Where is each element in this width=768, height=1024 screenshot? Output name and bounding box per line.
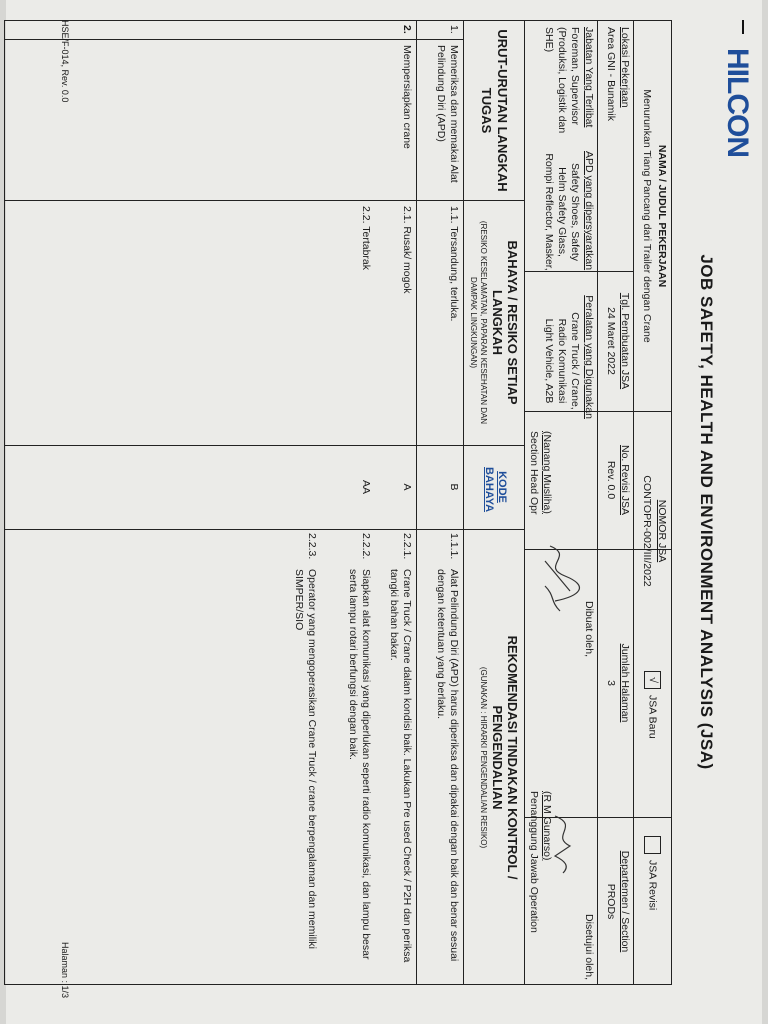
hazard-text: 2.2. Tertabrak xyxy=(360,206,372,271)
col-bahaya-header xyxy=(464,200,524,445)
control-number: 2.2.2. xyxy=(360,533,372,560)
apd-label: APD yang dipersyaratkan xyxy=(583,151,595,271)
peralatan-value: Crane Truck / Crane, Radio Komunikasi Light Vehicle, A2B xyxy=(543,312,581,410)
bahaya-subtitle: (RESIKO KESELAMATAN, PAPARAN KESEHATAN DAN DAMPAK LINGKUNGAN) xyxy=(469,220,488,425)
hazard-text: 1.1. Tersandung, terluka. xyxy=(448,206,460,322)
lokasi-label: Lokasi Pekerjaan xyxy=(619,27,631,108)
revisi-label: No. Revisi JSA xyxy=(619,444,631,516)
control-text: Siapkan alat komunikasi yang diperlukan seperti radio komunikasi, dan lampu besar serta lampu rotari berfungsi dengan baik. xyxy=(347,569,372,960)
header-table xyxy=(524,20,672,985)
disetujui-label: Disetujui oleh, xyxy=(583,914,595,980)
jsa-revisi-option xyxy=(644,836,661,910)
jabatan-value: Foreman, Supervisor (Produksi, Logistik dan SHE) xyxy=(543,27,581,134)
peralatan-label: Peralatan yang Digunakan xyxy=(583,295,595,419)
jumlah-value: 3 xyxy=(605,680,617,686)
jumlah-label: Jumlah Halaman xyxy=(619,643,631,723)
checkbox-jsa-baru[interactable]: √ xyxy=(644,671,661,689)
job-value: Menurunkan Tiang Pancang dari Trailer dengan Crane xyxy=(641,89,653,343)
job-label: NAMA / JUDUL PEKERJAAN xyxy=(656,144,668,288)
row-divider xyxy=(416,21,417,984)
corner-mark xyxy=(742,20,744,34)
control-number: 2.2.3. xyxy=(306,533,318,560)
step-text: Mempersiapkan crane xyxy=(401,45,413,149)
tgl-value: 24 Maret 2022 xyxy=(605,307,617,375)
jsa-baru-option xyxy=(644,671,661,739)
number-column-divider xyxy=(5,39,464,40)
rekom-title: REKOMENDASI TINDAKAN KONTROL / PENGENDALIAN xyxy=(490,635,520,880)
col-urut-header: URUT-URUTAN LANGKAH TUGAS xyxy=(479,29,510,192)
step-text: Memeriksa dan memakai Alat Pelindung Diri (APD) xyxy=(435,45,460,183)
row-number: 1. xyxy=(448,25,460,34)
checkbox-jsa-revisi[interactable] xyxy=(644,836,661,854)
divider xyxy=(633,21,634,984)
hazard-text: 2.1. Rusak/ mogok xyxy=(401,206,413,294)
hazard-code: A xyxy=(401,483,413,491)
control-text: Crane Truck / Crane dalam kondisi baik. Lakukan Pre used Check / P2H dan periksa tangki bahan bakar. xyxy=(388,569,413,963)
jsa-revisi-label: JSA Revisi xyxy=(646,860,659,911)
bahaya-title: BAHAYA / RESIKO SETIAP LANGKAH xyxy=(490,240,520,405)
jsa-main-table xyxy=(4,20,524,985)
signature-disetujui xyxy=(545,811,585,881)
apd-value: Safety Shoes, Safety Helm Safety Glass, Rompi Reflector, Masker, xyxy=(543,153,581,271)
divider xyxy=(5,529,524,530)
col-rekom-header xyxy=(464,529,524,986)
jabatan-label: Jabatan Yang Terlibat xyxy=(583,27,595,128)
kode-label: KODE BAHAYA xyxy=(483,467,508,513)
revisi-value: Rev. 0.0 xyxy=(605,460,617,500)
hazard-code: AA xyxy=(360,479,372,494)
document-title: JOB SAFETY, HEALTH AND ENVIRONMENT ANALYSIS (JSA) xyxy=(697,254,716,770)
row-number: 2. xyxy=(401,25,413,34)
dibuat-name: (Nanang Musliha) xyxy=(541,431,553,514)
company-logo: HILCON xyxy=(721,48,754,157)
jsa-baru-label: JSA Baru xyxy=(646,695,659,739)
divider xyxy=(5,200,524,201)
control-number: 2.2.1. xyxy=(401,533,413,560)
lokasi-value: Area GNI - Bunamik xyxy=(605,27,617,121)
dept-value: PRODs xyxy=(605,883,617,920)
dibuat-label: Dibuat oleh, xyxy=(583,600,595,658)
page-number: Halaman : 1/3 xyxy=(60,942,70,999)
nomor-value: CONTOPR-002/III/2022 xyxy=(641,475,653,587)
disetujui-role: Penanggung Jawab Operation xyxy=(528,791,540,933)
control-number: 1.1.1. xyxy=(448,533,460,560)
dibuat-role: Section Head Opr xyxy=(528,431,540,515)
hazard-code: B xyxy=(448,483,460,491)
col-kode-header xyxy=(464,445,524,529)
tgl-label: Tgl. Pembuatan JSA xyxy=(619,292,631,390)
divider xyxy=(597,21,598,984)
control-text: Alat Pelindung Diri (APD) harus diperiksa dan dipakai dengan baik dan benar sesuai dengan ketentuan yang berlaku. xyxy=(435,569,460,962)
disetujui-name: (R M Gunarso) xyxy=(541,791,553,861)
dept-label: Departemen / Section xyxy=(619,850,631,953)
nomor-label: NOMOR JSA xyxy=(656,499,668,563)
form-code: HSE/F-014, Rev. 0.0 xyxy=(60,20,70,103)
control-text: Operator yang mengoperasikan Crane Truck / crane berpengalaman dan memiliki SIMPER/SIO xyxy=(293,569,318,949)
rekom-subtitle: (GUNAKAN : HIRARKI PENGENDALIAN RESIKO) xyxy=(479,666,488,849)
signature-dibuat xyxy=(535,541,585,621)
